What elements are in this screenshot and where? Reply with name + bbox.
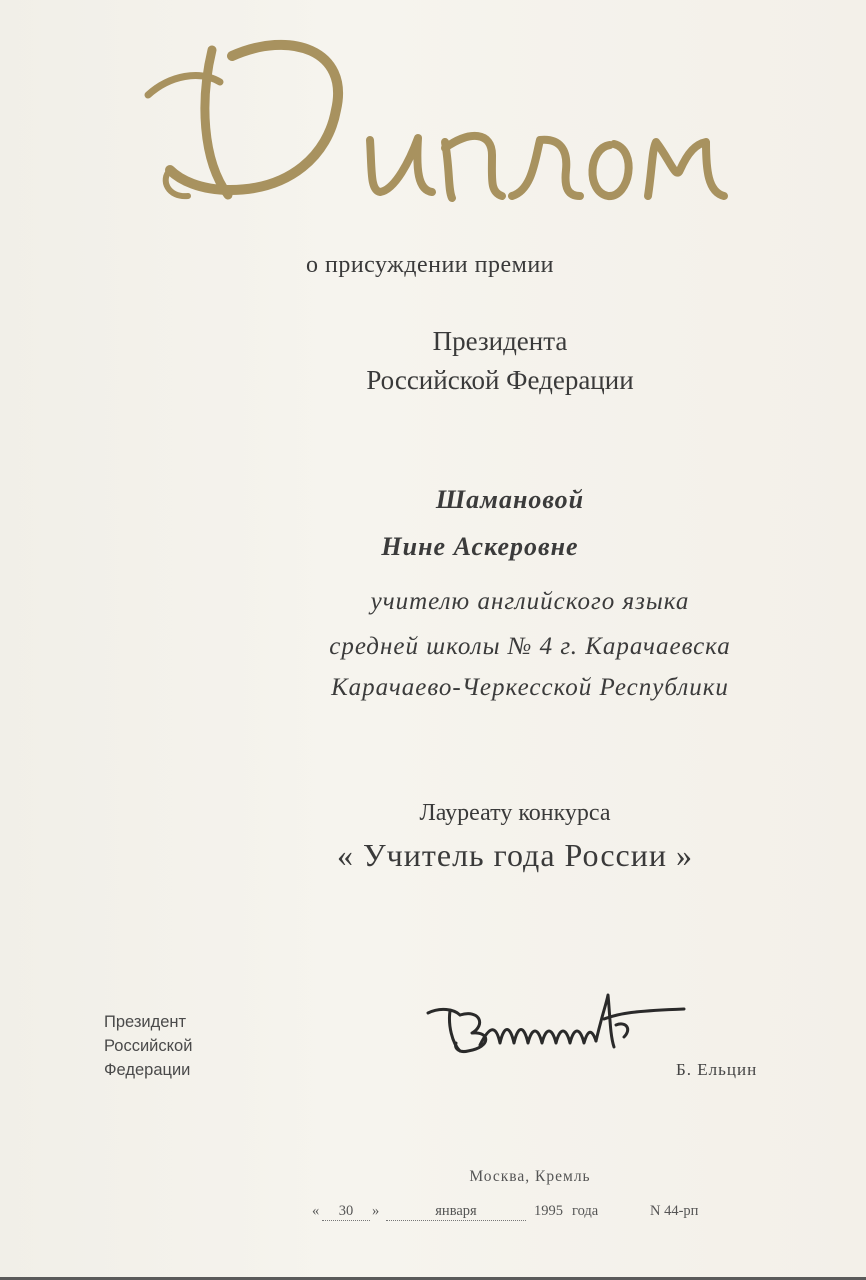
position-line-1: учителю английского языка bbox=[370, 588, 690, 615]
laureate-label: Лауреату конкурса bbox=[419, 800, 611, 826]
signatory-title-line-2: Российской bbox=[104, 1037, 193, 1055]
decree-number: N 44-рп bbox=[650, 1203, 699, 1219]
recipient-surname: Шамановой bbox=[435, 485, 585, 514]
diploma-title-calligraphy bbox=[140, 20, 740, 235]
diploma-title bbox=[140, 20, 740, 235]
signatory-title-line-3: Федерации bbox=[104, 1061, 191, 1079]
issue-place: Москва, Кремль bbox=[469, 1168, 591, 1185]
date-month: января bbox=[386, 1203, 526, 1221]
president-line-1: Президента bbox=[432, 326, 568, 356]
date-day: 30 bbox=[322, 1203, 370, 1221]
subtitle: о присуждении премии bbox=[305, 252, 555, 278]
position-line-3: Карачаево-Черкесской Республики bbox=[331, 674, 729, 701]
signatory-title-line-1: Президент bbox=[104, 1013, 187, 1031]
signatory-title bbox=[104, 1010, 192, 1082]
date-quote-close: » bbox=[372, 1203, 380, 1219]
position-line-2: средней школы № 4 г. Карачаевска bbox=[329, 633, 731, 660]
president-line-2: Российской Федерации bbox=[366, 365, 634, 395]
signature-image bbox=[420, 985, 690, 1065]
date-year: 1995 bbox=[534, 1203, 563, 1219]
contest-name: « Учитель года России » bbox=[337, 837, 693, 873]
signatory-name: Б. Ельцин bbox=[676, 1060, 758, 1079]
date-year-suffix: года bbox=[572, 1203, 599, 1219]
date-quote-open: « bbox=[312, 1203, 320, 1219]
recipient-given-name: Нине Аскеровне bbox=[381, 532, 579, 561]
